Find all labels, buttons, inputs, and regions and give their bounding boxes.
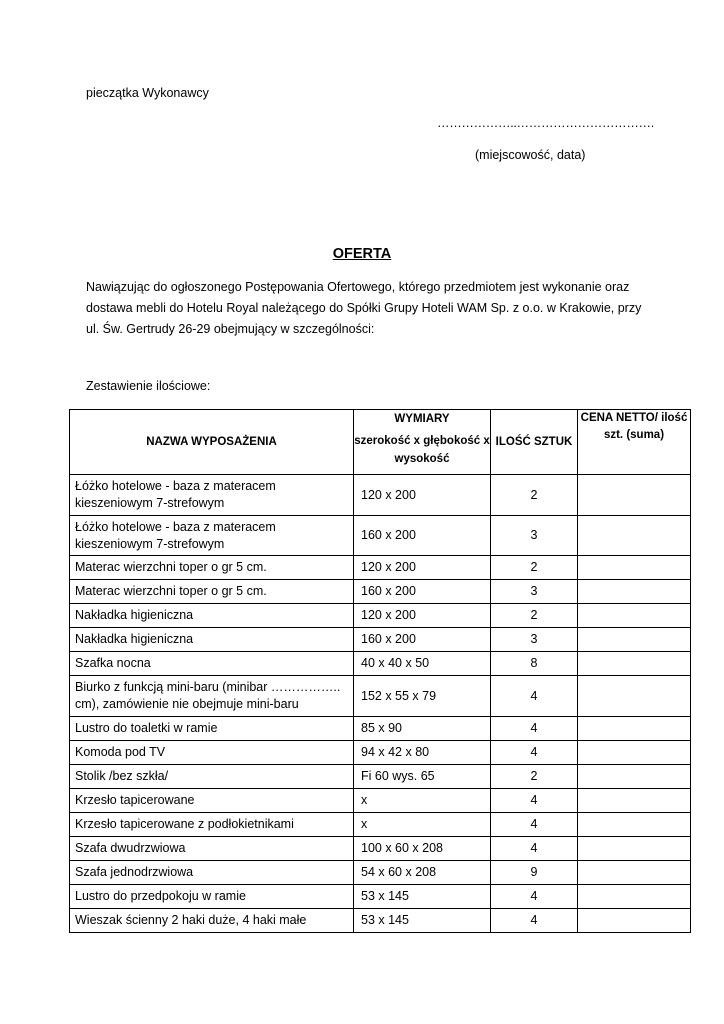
item-price-cell	[578, 676, 691, 717]
item-quantity-cell: 2	[491, 556, 578, 580]
item-price-cell	[578, 765, 691, 789]
item-dimensions-cell: 160 x 200	[354, 628, 491, 652]
item-price-cell	[578, 580, 691, 604]
item-price-cell	[578, 885, 691, 909]
item-dimensions-cell: 94 x 42 x 80	[354, 741, 491, 765]
item-name-cell: Materac wierzchni toper o gr 5 cm.	[70, 580, 354, 604]
item-quantity-cell: 9	[491, 861, 578, 885]
item-quantity-cell: 4	[491, 676, 578, 717]
item-quantity-cell: 4	[491, 837, 578, 861]
intro-line: dostawa mebli do Hotelu Royal należącego do Spółki Grupy Hoteli WAM Sp. z o.o. w Krakowie, przy	[86, 301, 642, 315]
header-name: NAZWA WYPOSAŻENIA	[70, 410, 354, 475]
item-quantity-cell: 3	[491, 628, 578, 652]
table-row	[70, 604, 691, 628]
item-name-cell: Lustro do przedpokoju w ramie	[70, 885, 354, 909]
table-row	[70, 580, 691, 604]
item-name-cell: Wieszak ścienny 2 haki duże, 4 haki małe	[70, 909, 354, 933]
stamp-label: pieczątka Wykonawcy	[86, 86, 209, 100]
item-quantity-cell: 3	[491, 516, 578, 556]
header-price: CENA NETTO/ ilość szt. (suma)	[578, 410, 691, 475]
item-price-cell	[578, 717, 691, 741]
item-price-cell	[578, 556, 691, 580]
item-price-cell	[578, 475, 691, 516]
table-row	[70, 765, 691, 789]
item-name-cell: Komoda pod TV	[70, 741, 354, 765]
intro-line: ul. Św. Gertrudy 26-29 obejmujący w szczególności:	[86, 322, 375, 336]
table-row	[70, 789, 691, 813]
item-price-cell	[578, 909, 691, 933]
item-quantity-cell: 8	[491, 652, 578, 676]
item-name-cell: Krzesło tapicerowane	[70, 789, 354, 813]
item-quantity-cell: 4	[491, 885, 578, 909]
table-row	[70, 885, 691, 909]
table-row	[70, 861, 691, 885]
item-price-cell	[578, 741, 691, 765]
header-dimensions-sub: szerokość x głębokość x wysokość	[354, 435, 490, 465]
item-quantity-cell: 3	[491, 580, 578, 604]
item-dimensions-cell: 53 x 145	[354, 909, 491, 933]
item-name-cell: Szafka nocna	[70, 652, 354, 676]
item-quantity-cell: 2	[491, 475, 578, 516]
item-dimensions-cell: 85 x 90	[354, 717, 491, 741]
item-quantity-cell: 4	[491, 717, 578, 741]
item-dimensions-cell: 40 x 40 x 50	[354, 652, 491, 676]
item-dimensions-cell: 120 x 200	[354, 475, 491, 516]
table-row	[70, 909, 691, 933]
table-row	[70, 516, 691, 556]
header-dimensions-title: WYMIARY	[394, 413, 450, 425]
item-name-cell: Stolik /bez szkła/	[70, 765, 354, 789]
item-dimensions-cell: 152 x 55 x 79	[354, 676, 491, 717]
item-quantity-cell: 4	[491, 741, 578, 765]
item-quantity-cell: 4	[491, 909, 578, 933]
item-name-cell: Nakładka higieniczna	[70, 604, 354, 628]
item-quantity-cell: 4	[491, 813, 578, 837]
item-name-cell: Szafa jednodrzwiowa	[70, 861, 354, 885]
summary-label: Zestawienie ilościowe:	[86, 379, 211, 393]
table-row	[70, 652, 691, 676]
item-name-cell: Łóżko hotelowe - baza z materacem kieszeniowym 7-strefowym	[70, 516, 354, 556]
item-name-cell: Szafa dwudrzwiowa	[70, 837, 354, 861]
equipment-table	[69, 409, 691, 933]
item-price-cell	[578, 789, 691, 813]
item-dimensions-cell: Fi 60 wys. 65	[354, 765, 491, 789]
table-row	[70, 475, 691, 516]
header-quantity: ILOŚĆ SZTUK	[491, 410, 578, 475]
table-row	[70, 813, 691, 837]
item-dimensions-cell: x	[354, 789, 491, 813]
item-name-cell: Krzesło tapicerowane z podłokietnikami	[70, 813, 354, 837]
item-dimensions-cell: 160 x 200	[354, 516, 491, 556]
header-dimensions	[354, 410, 491, 475]
item-name-cell: Nakładka higieniczna	[70, 628, 354, 652]
item-dimensions-cell: x	[354, 813, 491, 837]
table-row	[70, 717, 691, 741]
item-dimensions-cell: 100 x 60 x 208	[354, 837, 491, 861]
intro-line: Nawiązując do ogłoszonego Postępowania Ofertowego, którego przedmiotem jest wykonanie oraz	[86, 280, 630, 294]
intro-paragraph	[86, 277, 646, 340]
item-dimensions-cell: 54 x 60 x 208	[354, 861, 491, 885]
item-price-cell	[578, 516, 691, 556]
item-name-cell: Łóżko hotelowe - baza z materacem kieszeniowym 7-strefowym	[70, 475, 354, 516]
table-row	[70, 741, 691, 765]
table-row	[70, 676, 691, 717]
item-price-cell	[578, 604, 691, 628]
item-name-cell: Lustro do toaletki w ramie	[70, 717, 354, 741]
item-name-cell: Materac wierzchni toper o gr 5 cm.	[70, 556, 354, 580]
item-price-cell	[578, 861, 691, 885]
item-price-cell	[578, 652, 691, 676]
item-price-cell	[578, 628, 691, 652]
item-quantity-cell: 2	[491, 765, 578, 789]
place-date-line: ………………..…………………………….	[437, 116, 654, 130]
item-dimensions-cell: 53 x 145	[354, 885, 491, 909]
item-dimensions-cell: 120 x 200	[354, 604, 491, 628]
document-title: OFERTA	[332, 246, 392, 262]
item-dimensions-cell: 160 x 200	[354, 580, 491, 604]
place-date-label: (miejscowość, data)	[475, 148, 586, 162]
item-price-cell	[578, 837, 691, 861]
item-name-cell: Biurko z funkcją mini-baru (minibar …………….. cm), zamówienie nie obejmuje mini-baru	[70, 676, 354, 717]
item-price-cell	[578, 813, 691, 837]
item-dimensions-cell: 120 x 200	[354, 556, 491, 580]
table-header-row	[70, 410, 691, 475]
item-quantity-cell: 4	[491, 789, 578, 813]
item-quantity-cell: 2	[491, 604, 578, 628]
table-row	[70, 837, 691, 861]
table-row	[70, 556, 691, 580]
table-row	[70, 628, 691, 652]
